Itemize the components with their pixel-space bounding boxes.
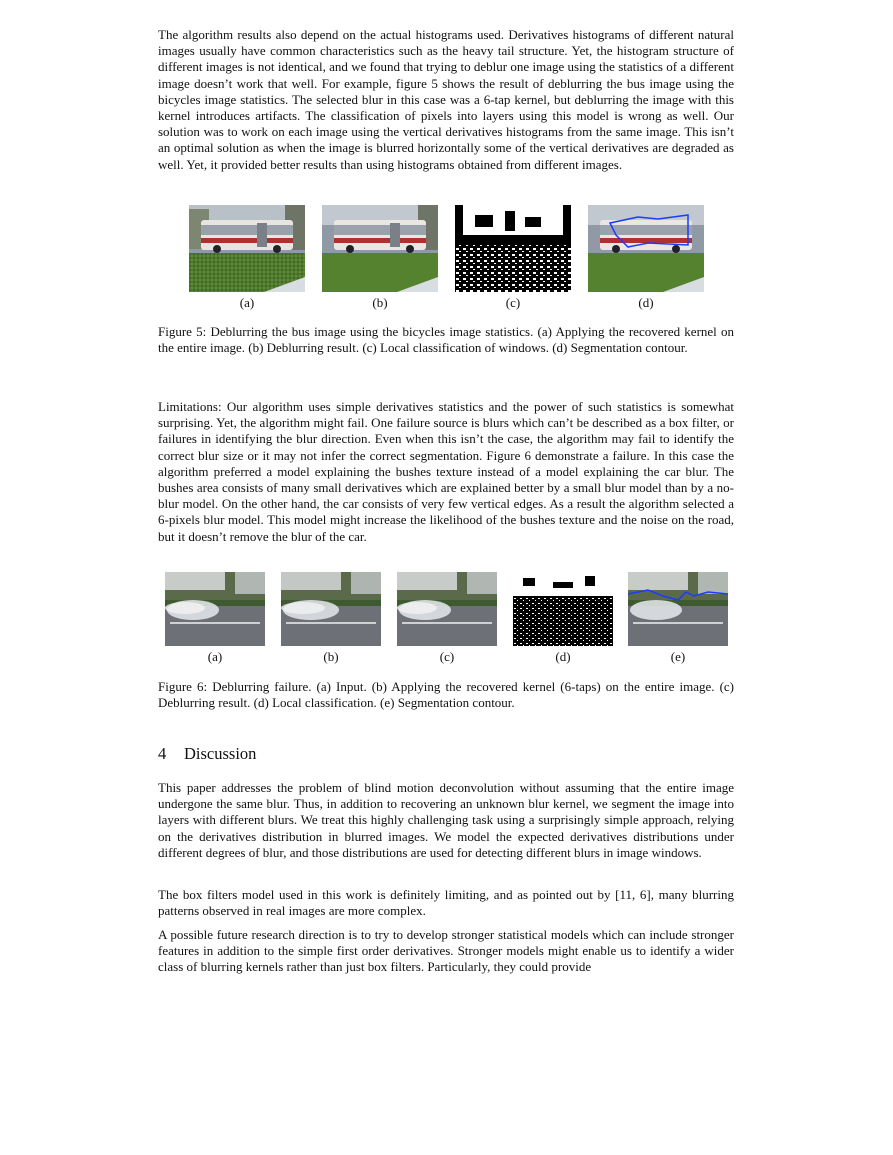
figure6-panel-a — [165, 572, 265, 646]
figure5-panel-b — [322, 205, 438, 292]
figure6-label-a: (a) — [207, 649, 223, 664]
section-heading — [158, 744, 256, 764]
paragraph-discussion-3: A possible future research direction is to try to develop stronger statistical models which can include stronger features in addition to the simple first order derivatives. Stronger models might enable us to identify a wider class of blurring kernels rather than just box filters. Particularly, they could provide — [158, 927, 734, 975]
figure5-label-c: (c) — [505, 295, 521, 310]
paragraph-discussion-2: The box filters model used in this work is definitely limiting, and as pointed out by [11, 6], many blurring patterns observed in real images are more complex. — [158, 887, 734, 919]
section-number: 4 — [158, 744, 167, 763]
figure6-panel-e — [628, 572, 728, 646]
figure5-panel-a — [189, 205, 305, 292]
figure6-caption: Figure 6: Deblurring failure. (a) Input. (b) Applying the recovered kernel (6-taps) on the entire image. (c) Deblurring result. (d) Local classification. (e) Segmentation contour. — [158, 679, 734, 711]
figure6-label-e: (e) — [670, 649, 686, 664]
paragraph-histograms: The algorithm results also depend on the actual histograms used. Derivatives histograms of different natural images usually have common characteristics such as the heavy tail structure. Yet, the histogram structure of different images is not identical, and we found that trying to deblur one image using the statistics of a different image doesn’t work that well. For example, figure 5 shows the result of deblurring the bus image using the bicycles image statistics. The selected blur in this case was a 6-tap kernel, but deblurring the image with this kernel introduces artifacts. The classification of pixels into layers using this model is wrong as well. Our solution was to work on each image using the vertical derivatives histograms from the same image. This isn’t an optimal solution as when the image is blurred horizontally some of the vertical derivatives are degraded as well. Yet, it provided better results than using histograms obtained from different images. — [158, 27, 734, 172]
figure5-caption: Figure 5: Deblurring the bus image using the bicycles image statistics. (a) Applying the recovered kernel on the entire image. (b) Deblurring result. (c) Local classification of windows. (d) Segmentation contour. — [158, 324, 734, 356]
figure6-label-c: (c) — [439, 649, 455, 664]
figure5-label-b: (b) — [372, 295, 388, 310]
figure6-label-b: (b) — [323, 649, 339, 664]
figure6-panel-d — [513, 572, 613, 646]
figure5-panel-d — [588, 205, 704, 292]
figure6-panel-c — [397, 572, 497, 646]
paragraph-limitations: Limitations: Our algorithm uses simple derivatives statistics and the power of such statistics is somewhat surprising. Yet, the algorithm might fail. One failure source is blurs which can’t be described as a box filter, or failures in identifying the blur direction. Even when this isn’t the case, the algorithm may fail to identify the correct blur size or it may not infer the correct segmentation. Figure 6 demonstrate a failure. In this case the algorithm preferred a model explaining the bushes texture instead of a model explaining the car blur. The bushes area consists of many small derivatives which are explained better by a small blur model than by a no-blur model. On the other hand, the car consists of very few vertical edges. As a result the algorithm selected a 6-pixels blur model. This model might increase the likelihood of the bushes texture and the noise on the road, but it doesn’t remove the blur of the car. — [158, 399, 734, 544]
figure5-label-a: (a) — [239, 295, 255, 310]
figure6-label-d: (d) — [555, 649, 571, 664]
paragraph-discussion-1: This paper addresses the problem of blind motion deconvolution without assuming that the entire image undergone the same blur. Thus, in addition to recovering an unknown blur kernel, we segment the image into layers with different blurs. We treat this highly challenging task using a surprisingly simple approach, relying on the derivatives distribution in blurred images. We model the expected derivatives distributions under different degrees of blur, and those distributions are used for detecting different blurs in image windows. — [158, 780, 734, 860]
figure5-label-d: (d) — [638, 295, 654, 310]
figure6-panel-b — [281, 572, 381, 646]
figure5-panel-c — [455, 205, 571, 292]
section-title: Discussion — [184, 744, 257, 763]
